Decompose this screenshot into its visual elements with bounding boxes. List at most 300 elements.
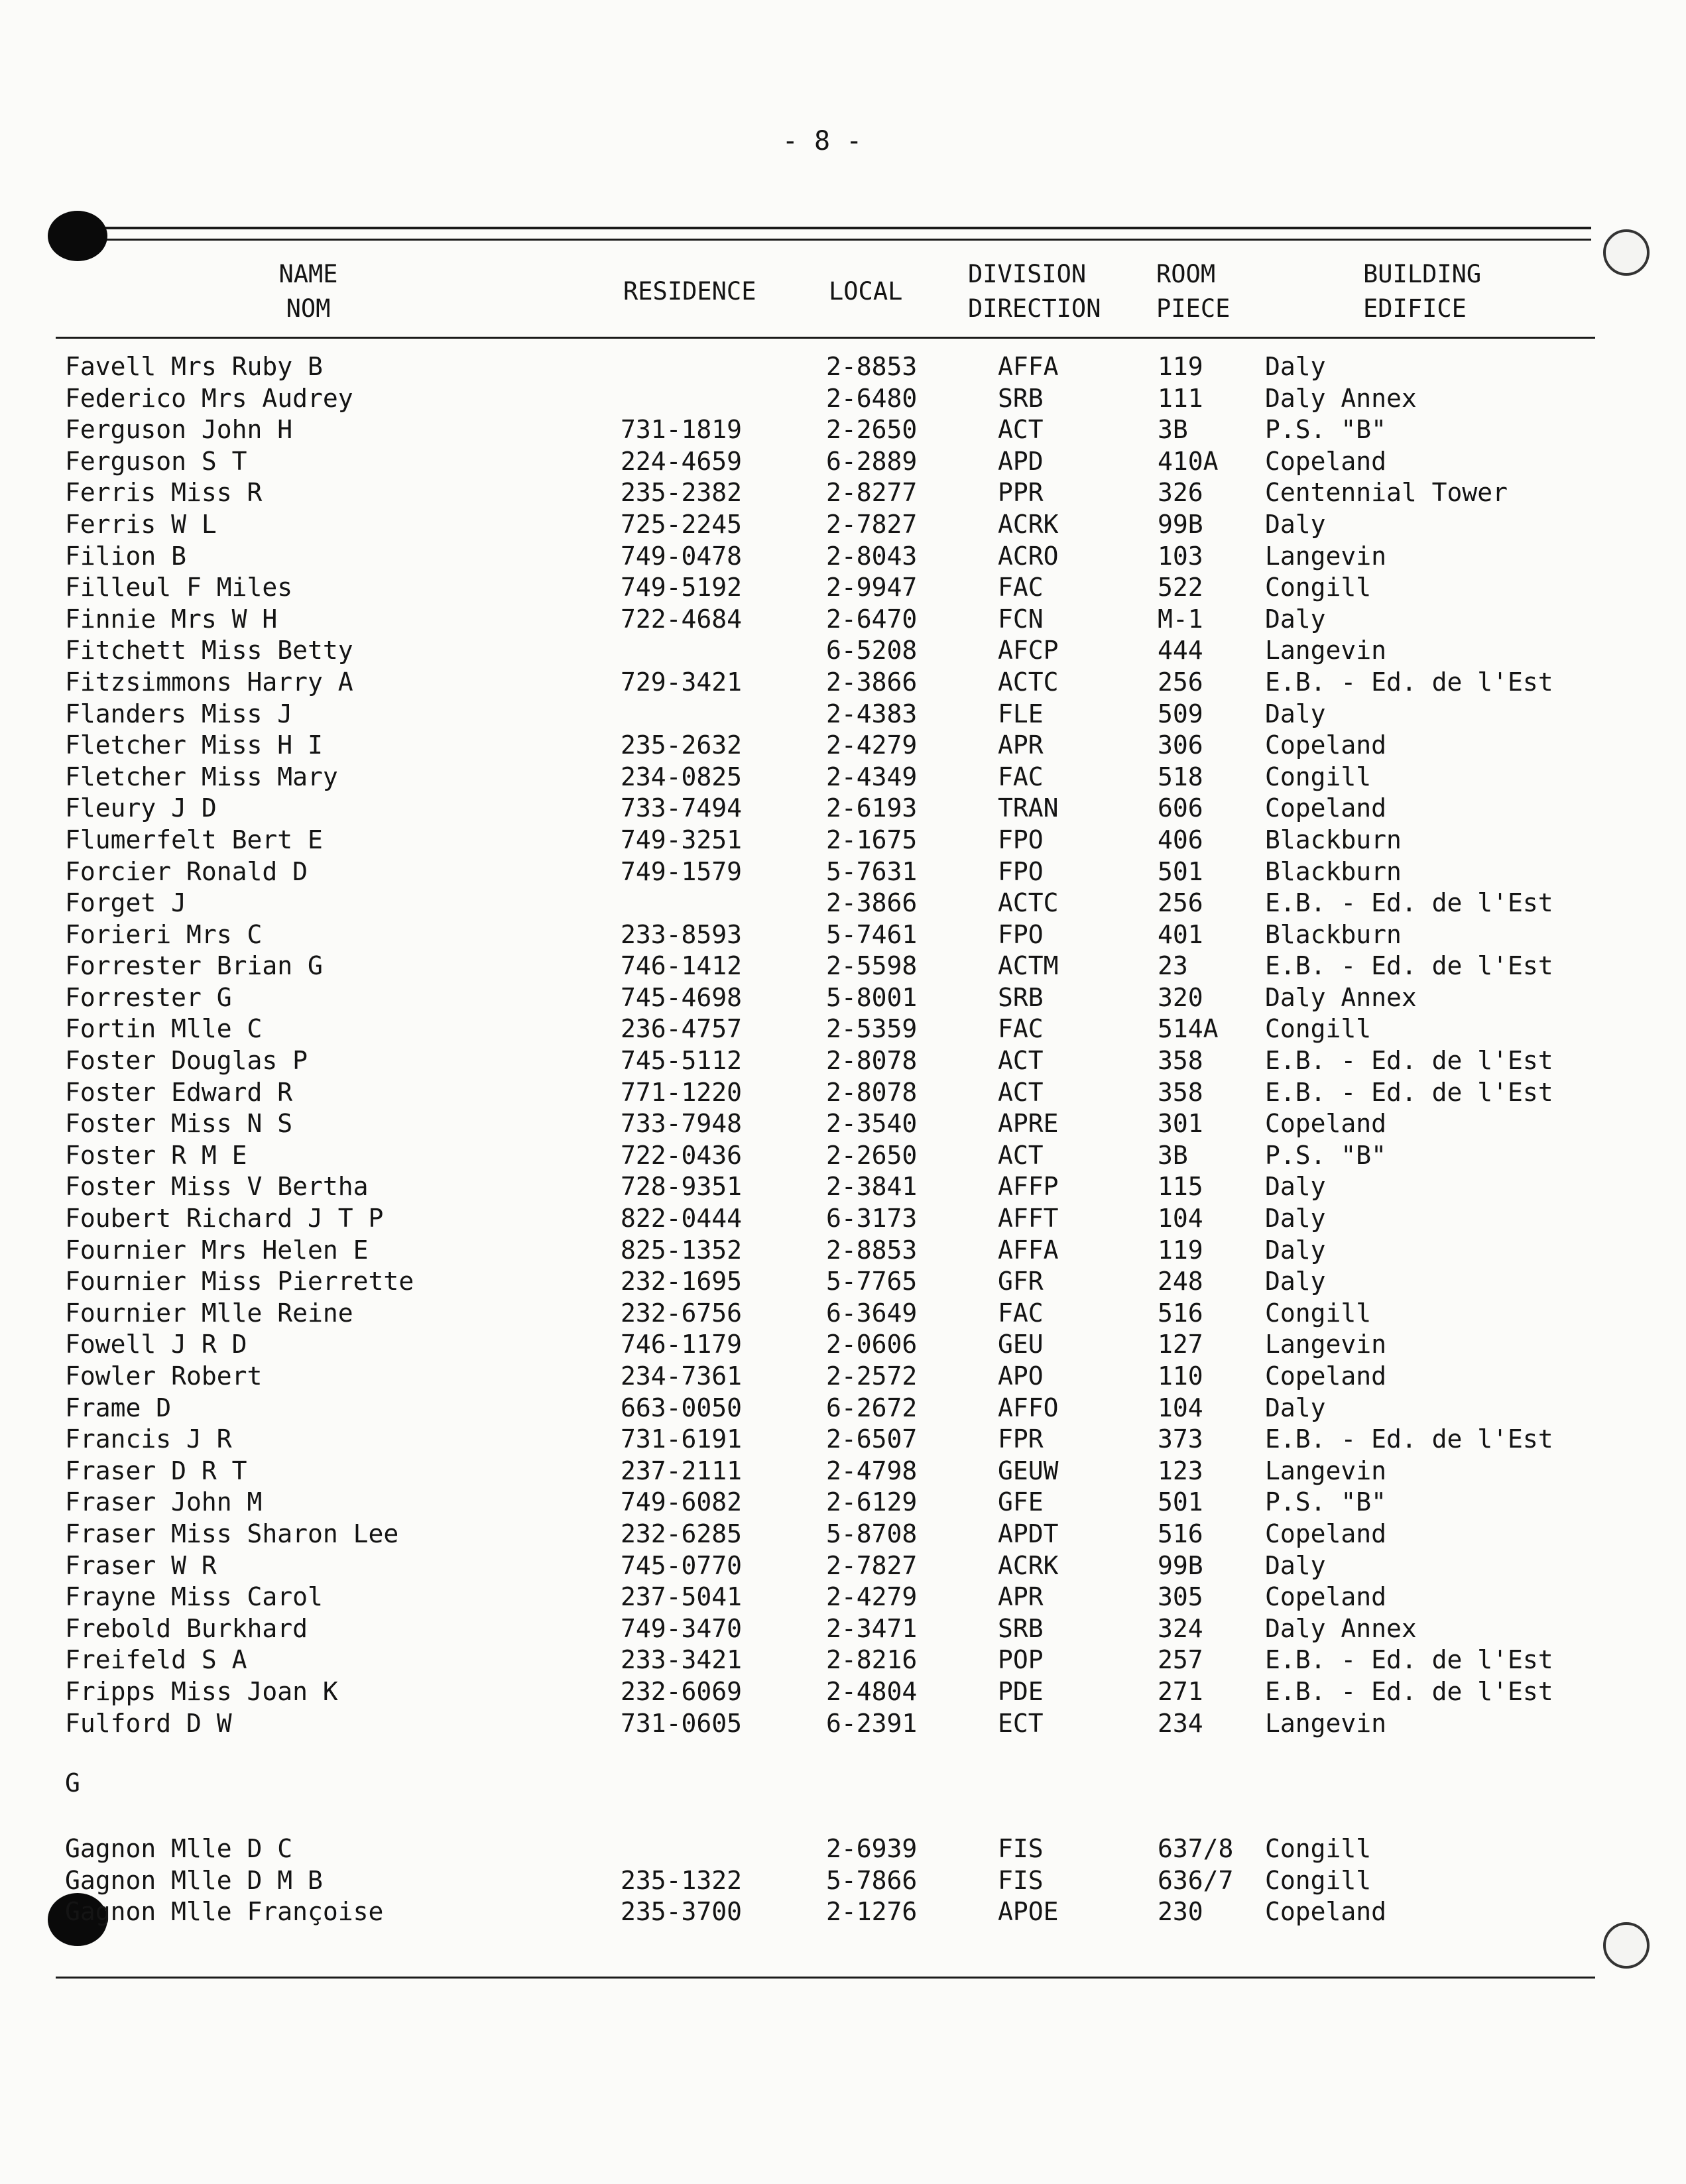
entry-room: 501 [1158,856,1203,886]
entry-division: AFFA [998,352,1059,381]
entry-residence: 731-0605 [621,1708,743,1738]
table-row [0,730,1686,762]
entry-division: APRE [998,1109,1059,1139]
entry-building: Daly [1265,1172,1326,1202]
entry-building: Daly [1265,509,1326,539]
entry-name: Fitchett Miss Betty [65,636,353,665]
table-row [0,1456,1686,1487]
entry-room: 111 [1158,383,1203,413]
entry-local: 5-7866 [826,1865,918,1895]
table-row [0,1140,1686,1172]
entry-room: 406 [1158,825,1203,854]
entry-building: Copeland [1265,1897,1387,1927]
entry-room: 99B [1158,1550,1203,1580]
entry-name: Gagnon Mlle D M B [65,1865,323,1895]
entry-division: FIS [998,1834,1044,1863]
entry-residence: 749-6082 [621,1487,743,1517]
entry-residence: 235-2632 [621,730,743,760]
header-room-en: ROOM [1156,260,1216,288]
entry-division: ACT [998,415,1044,445]
entry-room: 606 [1158,793,1203,823]
entry-local: 2-6129 [826,1487,918,1517]
entry-division: FAC [998,573,1044,603]
entry-local: 2-6193 [826,793,918,823]
entry-division: GEU [998,1330,1044,1359]
entry-name: Fraser D R T [65,1456,247,1485]
table-row [0,1424,1686,1456]
entry-local: 2-5598 [826,951,918,981]
entry-room: 326 [1158,478,1203,508]
entry-residence: 235-1322 [621,1865,743,1895]
entry-building: Daly [1265,604,1326,634]
entry-division: FAC [998,1014,1044,1044]
entry-building: Daly Annex [1265,1613,1417,1643]
entry-building: Langevin [1265,541,1387,571]
entry-division: ACTC [998,667,1059,697]
header-room [1156,257,1230,326]
table-row [0,1708,1686,1740]
entry-division: FCN [998,604,1044,634]
table-row [0,635,1686,667]
entry-division: APR [998,1582,1044,1612]
entry-division: SRB [998,982,1044,1012]
table-row [0,856,1686,888]
entry-room: 104 [1158,1204,1203,1234]
entry-building: Langevin [1265,1330,1387,1359]
top-rule-lower [60,239,1591,241]
entry-local: 2-4279 [826,730,918,760]
table-row [0,793,1686,825]
entry-room: 522 [1158,573,1203,603]
entry-local: 6-2391 [826,1708,918,1738]
entry-building: E.B. - Ed. de l'Est [1265,1676,1553,1706]
entry-division: ACT [998,1140,1044,1170]
entry-local: 2-2572 [826,1361,918,1391]
entry-building: Centennial Tower [1265,478,1508,508]
entry-residence: 728-9351 [621,1172,743,1202]
entry-local: 6-3173 [826,1204,918,1234]
entry-local: 2-0606 [826,1330,918,1359]
table-row [0,604,1686,636]
entry-building: E.B. - Ed. de l'Est [1265,951,1553,981]
entry-residence: 745-4698 [621,982,743,1012]
table-row [0,888,1686,919]
entry-building: E.B. - Ed. de l'Est [1265,1645,1553,1675]
entry-local: 2-8078 [826,1077,918,1107]
entry-residence: 822-0444 [621,1204,743,1234]
entry-building: Daly Annex [1265,383,1417,413]
table-row [0,1013,1686,1045]
entry-local: 2-6470 [826,604,918,634]
entry-division: APO [998,1361,1044,1391]
table-row [0,1833,1686,1865]
entry-residence: 235-3700 [621,1897,743,1927]
entry-building: P.S. "B" [1265,1140,1387,1170]
entry-local: 6-2889 [826,446,918,476]
entry-residence: 663-0050 [621,1393,743,1422]
entry-room: 127 [1158,1330,1203,1359]
header-name-fr: NOM [286,294,331,323]
table-row [0,699,1686,730]
entry-room: 358 [1158,1077,1203,1107]
entry-room: 256 [1158,888,1203,918]
entry-building: Copeland [1265,1582,1387,1612]
entry-division: GFE [998,1487,1044,1517]
entry-room: 256 [1158,667,1203,697]
entry-name: Foster Miss V Bertha [65,1172,369,1202]
entry-name: Foster Miss N S [65,1109,293,1139]
table-row [0,351,1686,383]
entry-name: Forieri Mrs C [65,919,263,949]
entry-division: ACT [998,1077,1044,1107]
entry-name: Fraser Miss Sharon Lee [65,1519,399,1548]
entry-division: ACRK [998,1550,1059,1580]
entry-name: Freifeld S A [65,1645,247,1675]
entry-room: 104 [1158,1393,1203,1422]
entry-division: ACTC [998,888,1059,918]
header-division [968,257,1101,326]
table-row [0,477,1686,509]
entry-division: ECT [998,1708,1044,1738]
entry-name: Forget J [65,888,187,918]
table-row [0,446,1686,478]
entry-room: 306 [1158,730,1203,760]
entry-building: Copeland [1265,793,1387,823]
entry-residence: 733-7494 [621,793,743,823]
table-row [0,1171,1686,1203]
table-row [0,1676,1686,1708]
entry-room: M-1 [1158,604,1203,634]
table-row [0,414,1686,446]
entry-residence: 749-5192 [621,573,743,603]
entry-room: 271 [1158,1676,1203,1706]
entry-local: 6-3649 [826,1298,918,1328]
entry-name: Fletcher Miss Mary [65,762,338,791]
entry-name: Fletcher Miss H I [65,730,323,760]
entry-local: 2-8277 [826,478,918,508]
entry-local: 5-7461 [826,919,918,949]
table-row [0,1487,1686,1519]
entry-division: FPO [998,856,1044,886]
entry-name: Flanders Miss J [65,699,293,728]
entry-local: 2-4279 [826,1582,918,1612]
entry-name: Fraser W R [65,1550,217,1580]
entry-residence: 749-3251 [621,825,743,854]
entry-residence: 745-0770 [621,1550,743,1580]
entry-residence: 224-4659 [621,446,743,476]
table-row [0,1581,1686,1613]
directory-list-f [0,351,1686,1739]
entry-room: 119 [1158,352,1203,381]
entry-room: 99B [1158,509,1203,539]
entry-residence: 746-1179 [621,1330,743,1359]
entry-local: 2-4349 [826,762,918,791]
entry-building: E.B. - Ed. de l'Est [1265,667,1553,697]
entry-local: 2-4383 [826,699,918,728]
entry-residence: 232-6756 [621,1298,743,1328]
entry-name: Foster R M E [65,1140,247,1170]
entry-division: APOE [998,1897,1059,1927]
entry-name: Forrester G [65,982,232,1012]
entry-division: PDE [998,1676,1044,1706]
table-row [0,1550,1686,1582]
entry-division: GFR [998,1267,1044,1296]
entry-residence: 825-1352 [621,1235,743,1265]
entry-local: 2-8078 [826,1046,918,1076]
entry-local: 2-3841 [826,1172,918,1202]
header-room-fr: PIECE [1156,294,1231,323]
entry-residence: 232-6285 [621,1519,743,1548]
entry-local: 2-2650 [826,1140,918,1170]
entry-local: 2-7827 [826,1550,918,1580]
entry-name: Favell Mrs Ruby B [65,352,323,381]
entry-name: Fortin Mlle C [65,1014,263,1044]
table-row [0,1865,1686,1897]
table-row [0,1203,1686,1235]
table-row [0,1266,1686,1298]
entry-local: 2-9947 [826,573,918,603]
entry-local: 2-8216 [826,1645,918,1675]
entry-residence: 731-6191 [621,1424,743,1454]
entry-building: Copeland [1265,730,1387,760]
entry-division: POP [998,1645,1044,1675]
entry-room: 305 [1158,1582,1203,1612]
entry-division: FLE [998,699,1044,728]
header-name-en: NAME [278,260,338,288]
table-row [0,982,1686,1014]
column-header [0,257,1686,330]
entry-local: 5-7631 [826,856,918,886]
entry-room: 324 [1158,1613,1203,1643]
table-row [0,1235,1686,1267]
entry-division: TRAN [998,793,1059,823]
entry-local: 2-8043 [826,541,918,571]
entry-building: Langevin [1265,1456,1387,1485]
entry-building: E.B. - Ed. de l'Est [1265,1046,1553,1076]
entry-local: 6-2672 [826,1393,918,1422]
entry-residence: 731-1819 [621,415,743,445]
entry-room: 501 [1158,1487,1203,1517]
entry-division: APD [998,446,1044,476]
entry-division: PPR [998,478,1044,508]
header-residence: RESIDENCE [623,277,756,306]
entry-building: Blackburn [1265,856,1402,886]
entry-room: 320 [1158,982,1203,1012]
entry-local: 2-5359 [826,1014,918,1044]
table-row [0,509,1686,541]
entry-division: FIS [998,1865,1044,1895]
entry-local: 2-6507 [826,1424,918,1454]
entry-room: 444 [1158,636,1203,665]
entry-name: Frame D [65,1393,172,1422]
entry-room: 514A [1158,1014,1219,1044]
entry-name: Fitzsimmons Harry A [65,667,353,697]
entry-local: 5-8708 [826,1519,918,1548]
entry-name: Fleury J D [65,793,217,823]
entry-residence: 725-2245 [621,509,743,539]
entry-building: Congill [1265,1014,1372,1044]
header-name [252,257,365,326]
entry-name: Foubert Richard J T P [65,1204,384,1234]
table-row [0,1298,1686,1330]
entry-building: Copeland [1265,446,1387,476]
entry-building: Blackburn [1265,825,1402,854]
entry-residence: 237-5041 [621,1582,743,1612]
entry-division: SRB [998,1613,1044,1643]
entry-name: Federico Mrs Audrey [65,383,353,413]
entry-name: Ferris Miss R [65,478,263,508]
entry-building: Daly [1265,1235,1326,1265]
top-rule-upper [60,227,1591,229]
entry-room: 358 [1158,1046,1203,1076]
entry-name: Fripps Miss Joan K [65,1676,338,1706]
entry-building: E.B. - Ed. de l'Est [1265,1077,1553,1107]
header-local: LOCAL [829,277,903,306]
section-letter: G [65,1768,80,1798]
entry-room: 516 [1158,1519,1203,1548]
entry-room: 410A [1158,446,1219,476]
entry-name: Forrester Brian G [65,951,323,981]
entry-residence: 749-3470 [621,1613,743,1643]
entry-room: 234 [1158,1708,1203,1738]
entry-name: Fulford D W [65,1708,232,1738]
entry-building: Langevin [1265,1708,1387,1738]
entry-division: AFFA [998,1235,1059,1265]
entry-residence: 749-0478 [621,541,743,571]
entry-room: 637/8 [1158,1834,1234,1863]
entry-residence: 746-1412 [621,951,743,981]
entry-local: 2-4804 [826,1676,918,1706]
entry-room: 636/7 [1158,1865,1234,1895]
entry-building: Daly [1265,699,1326,728]
entry-building: Langevin [1265,636,1387,665]
entry-local: 5-8001 [826,982,918,1012]
entry-building: Daly [1265,1550,1326,1580]
entry-division: FPR [998,1424,1044,1454]
entry-local: 5-7765 [826,1267,918,1296]
entry-local: 2-4798 [826,1456,918,1485]
entry-residence: 233-3421 [621,1645,743,1675]
directory-list-g [0,1833,1686,1928]
entry-local: 2-1675 [826,825,918,854]
entry-local: 6-5208 [826,636,918,665]
entry-name: Frayne Miss Carol [65,1582,323,1612]
entry-local: 2-6939 [826,1834,918,1863]
entry-room: 516 [1158,1298,1203,1328]
entry-building: Congill [1265,762,1372,791]
entry-name: Gagnon Mlle Françoise [65,1897,384,1927]
entry-division: FAC [998,1298,1044,1328]
table-row [0,825,1686,856]
entry-name: Filleul F Miles [65,573,293,603]
punch-hole-bottom-right [1603,1922,1650,1969]
entry-name: Foster Douglas P [65,1046,308,1076]
header-building-fr: EDIFICE [1363,294,1467,323]
entry-residence: 237-2111 [621,1456,743,1485]
entry-room: 373 [1158,1424,1203,1454]
entry-name: Francis J R [65,1424,232,1454]
entry-division: SRB [998,383,1044,413]
entry-local: 2-1276 [826,1897,918,1927]
table-row [0,667,1686,699]
entry-room: 103 [1158,541,1203,571]
entry-building: Congill [1265,1865,1372,1895]
table-row [0,383,1686,415]
entry-name: Flumerfelt Bert E [65,825,323,854]
entry-room: 257 [1158,1645,1203,1675]
entry-room: 401 [1158,919,1203,949]
entry-residence: 749-1579 [621,856,743,886]
entry-division: FPO [998,825,1044,854]
entry-residence: 745-5112 [621,1046,743,1076]
entry-residence: 733-7948 [621,1109,743,1139]
table-row [0,1896,1686,1928]
header-division-fr: DIRECTION [968,294,1101,323]
page-number: - 8 - [782,126,863,156]
entry-local: 2-3866 [826,888,918,918]
entry-building: Daly Annex [1265,982,1417,1012]
entry-residence: 234-7361 [621,1361,743,1391]
entry-room: 509 [1158,699,1203,728]
entry-local: 2-3471 [826,1613,918,1643]
table-row [0,1108,1686,1140]
entry-name: Frebold Burkhard [65,1613,308,1643]
entry-name: Ferguson S T [65,446,247,476]
entry-residence: 233-8593 [621,919,743,949]
entry-room: 123 [1158,1456,1203,1485]
table-row [0,1393,1686,1424]
entry-building: Daly [1265,1267,1326,1296]
table-row [0,1644,1686,1676]
entry-room: 301 [1158,1109,1203,1139]
entry-room: 115 [1158,1172,1203,1202]
entry-local: 2-8853 [826,1235,918,1265]
entry-building: P.S. "B" [1265,415,1387,445]
entry-building: Copeland [1265,1519,1387,1548]
entry-residence: 232-6069 [621,1676,743,1706]
punch-hole-top-left [48,211,107,261]
entry-local: 2-6480 [826,383,918,413]
table-row [0,762,1686,793]
table-row [0,1329,1686,1361]
entry-building: Copeland [1265,1361,1387,1391]
entry-building: Daly [1265,1393,1326,1422]
entry-room: 3B [1158,415,1188,445]
entry-division: APDT [998,1519,1059,1548]
entry-room: 23 [1158,951,1188,981]
header-division-en: DIVISION [968,260,1087,288]
table-row [0,950,1686,982]
entry-name: Fraser John M [65,1487,263,1517]
entry-name: Fournier Miss Pierrette [65,1267,414,1296]
table-row [0,1361,1686,1393]
table-row [0,1045,1686,1077]
entry-residence: 234-0825 [621,762,743,791]
entry-name: Ferguson John H [65,415,293,445]
entry-name: Ferris W L [65,509,217,539]
entry-building: Congill [1265,1298,1372,1328]
entry-division: FPO [998,919,1044,949]
entry-building: Blackburn [1265,919,1402,949]
table-row [0,541,1686,573]
entry-name: Forcier Ronald D [65,856,308,886]
entry-residence: 236-4757 [621,1014,743,1044]
entry-division: AFCP [998,636,1059,665]
entry-local: 2-7827 [826,509,918,539]
entry-building: P.S. "B" [1265,1487,1387,1517]
entry-residence: 722-4684 [621,604,743,634]
bottom-rule [56,1977,1595,1979]
